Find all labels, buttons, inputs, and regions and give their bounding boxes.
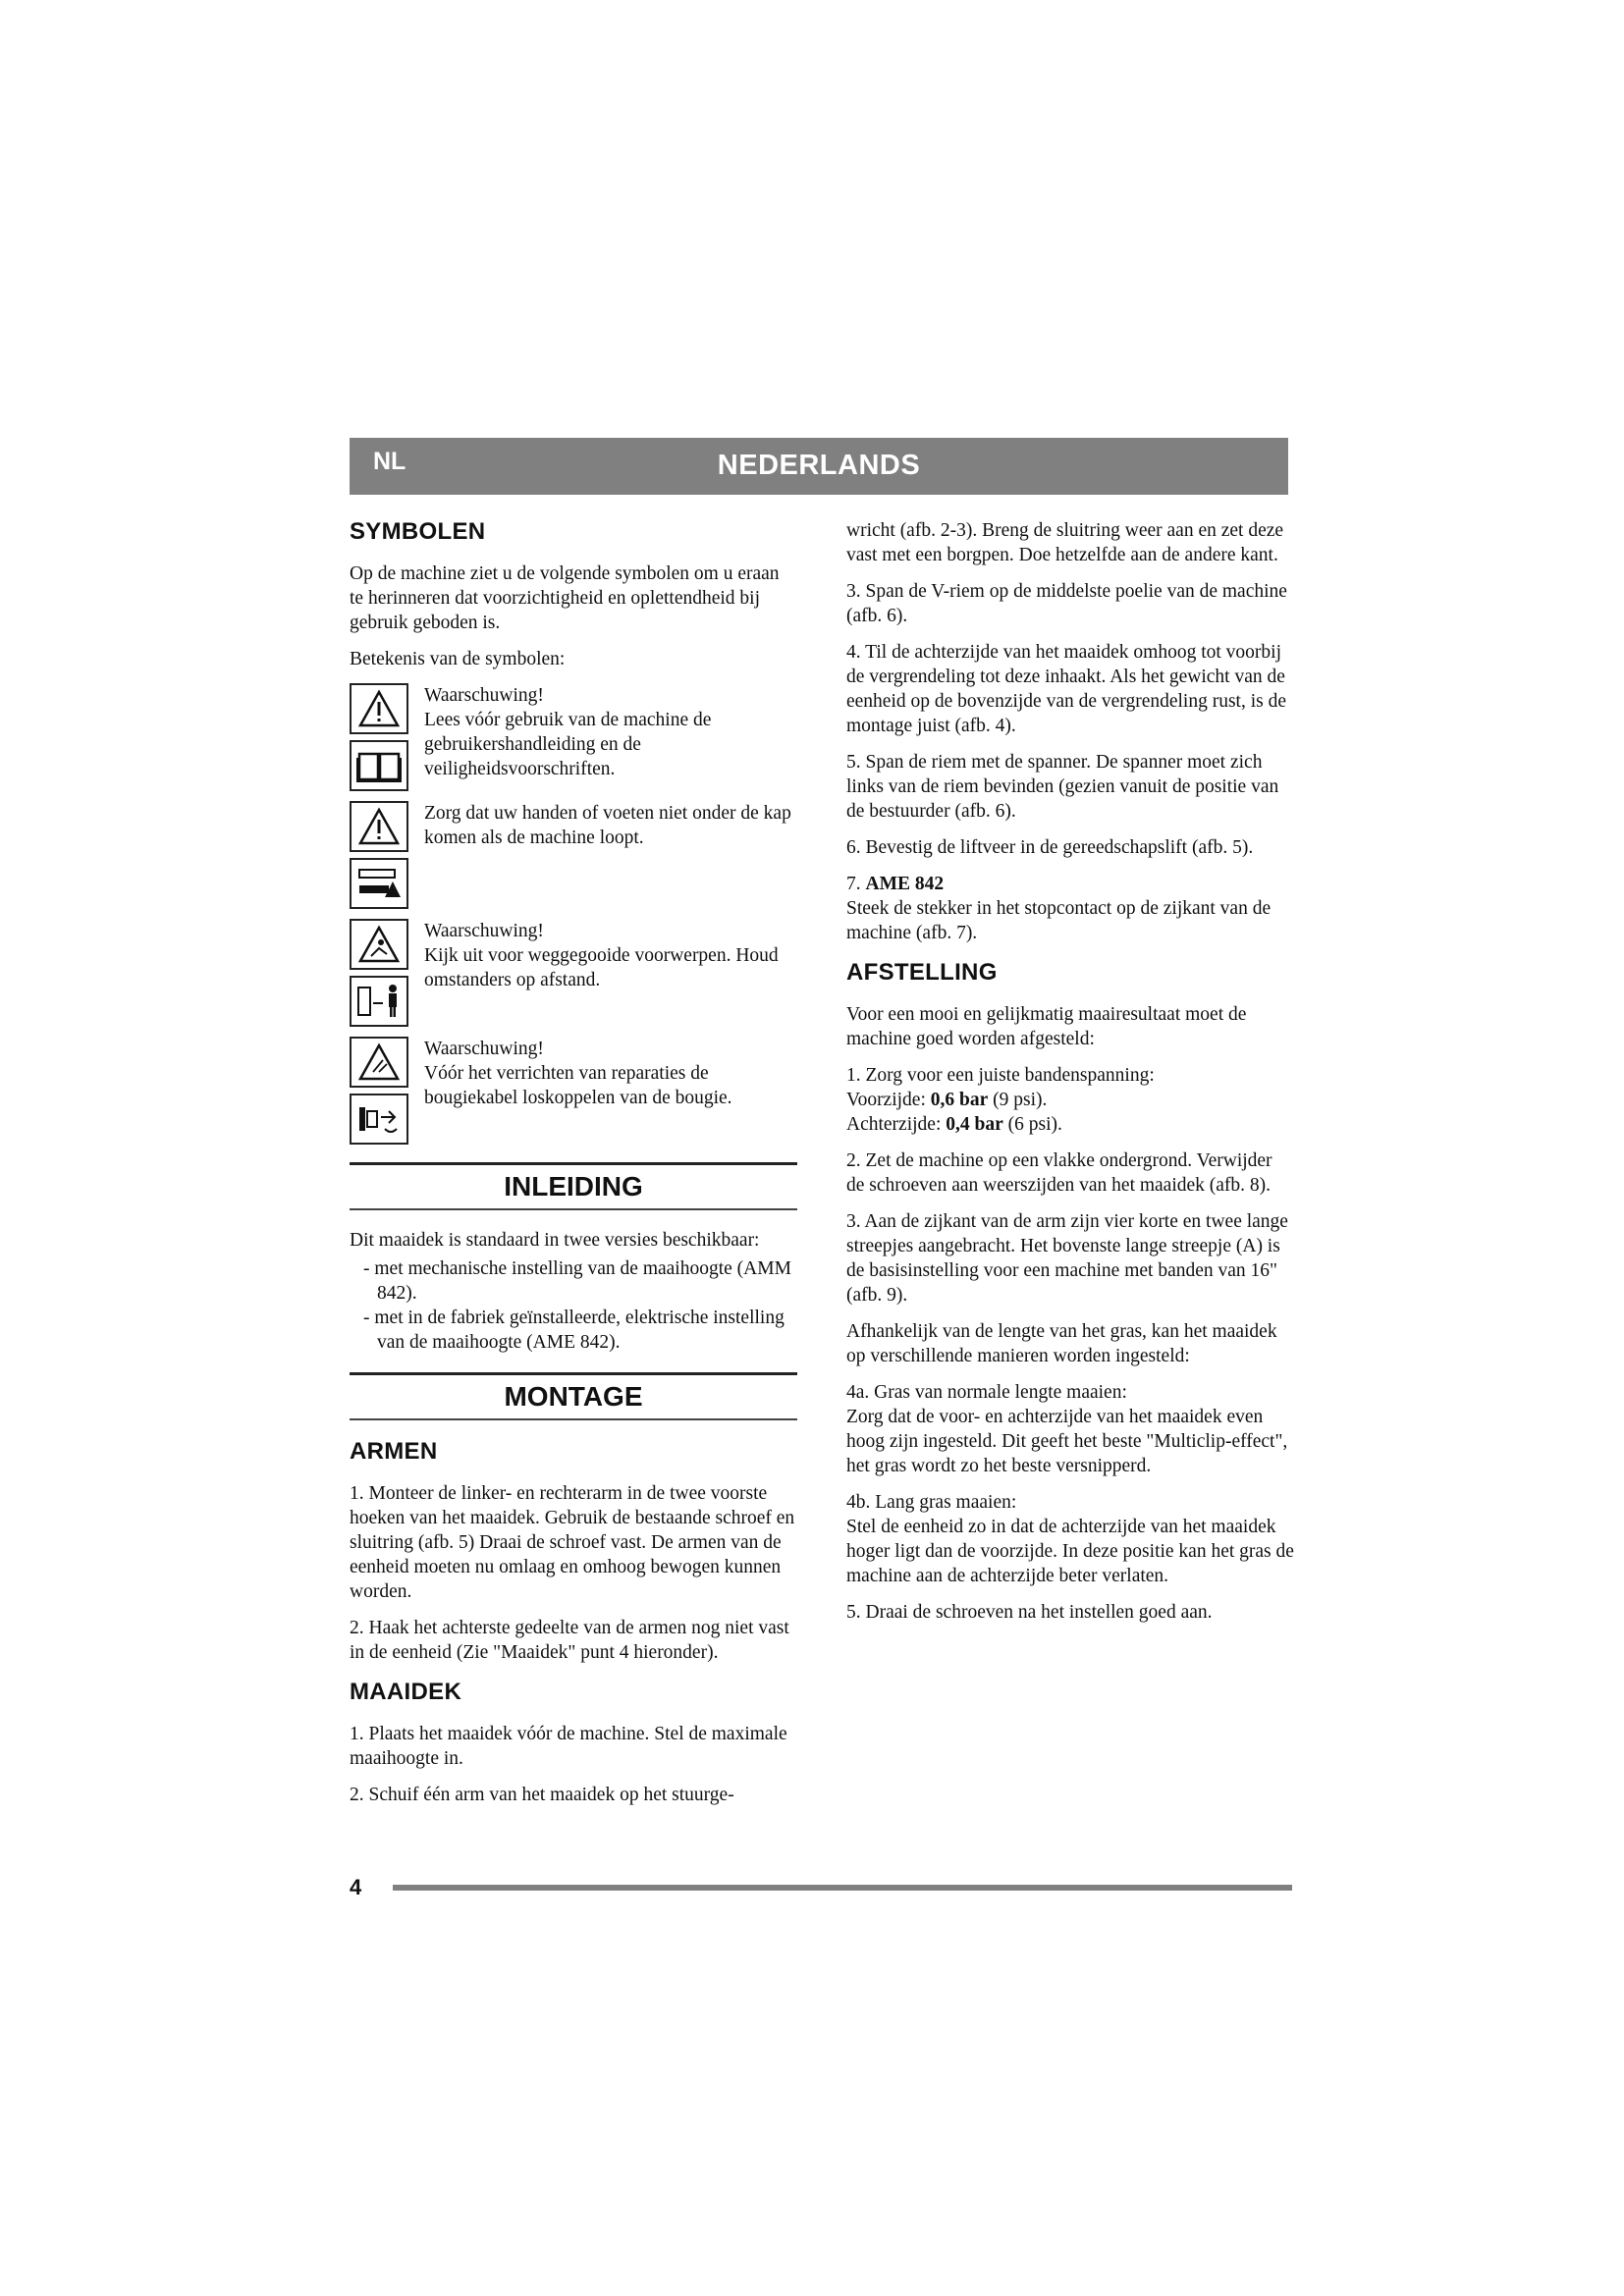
- symbol-text-line: Vóór het verrichten van reparaties de bougiekabel loskoppelen van de bougie.: [424, 1063, 732, 1108]
- rear-psi: (6 psi).: [1002, 1114, 1062, 1135]
- front-pressure: 0,6 bar: [930, 1090, 989, 1110]
- afstelling-step-2: 2. Zet de machine op een vlakke ondergrond. Verwijder de schroeven aan weerszijden van het maaidek (afb. 8).: [846, 1150, 1272, 1196]
- symbol-item: [350, 683, 797, 791]
- inleiding-heading: INLEIDING: [350, 1162, 797, 1210]
- page-title: NEDERLANDS: [717, 450, 921, 481]
- symbol-item: [350, 919, 797, 1027]
- step-title: 4b. Lang gras maaien:: [846, 1492, 1017, 1513]
- language-code: NL: [373, 448, 406, 475]
- symbolen-meaning: Betekenis van de symbolen:: [350, 649, 566, 669]
- step-title: 4a. Gras van normale lengte maaien:: [846, 1382, 1127, 1403]
- afstelling-step-5: 5. Draai de schroeven na het instellen goed aan.: [846, 1602, 1213, 1623]
- step-text: Stel de eenheid zo in dat de achterzijde van het maaidek hoger ligt dan de voorzijde. In deze positie kan het gras de machine aan de achterzijde beter verlaten.: [846, 1517, 1294, 1586]
- maaidek-step-7: [846, 872, 1294, 945]
- afstelling-depend: Afhankelijk van de lengte van het gras, kan het maaidek op verschillende manieren worden ingesteld:: [846, 1321, 1277, 1366]
- symbolen-intro: Op de machine ziet u de volgende symbolen om u eraan te herinneren dat voorzichtigheid en oplettendheid bij gebruik geboden is.: [350, 563, 780, 633]
- list-item: - met in de fabriek geïnstalleerde, elektrische instelling van de maaihoogte (AME 842).: [363, 1308, 785, 1353]
- afstelling-heading: AFSTELLING: [846, 959, 998, 986]
- maaidek-step-1: 1. Plaats het maaidek vóór de machine. Stel de maximale maaihoogte in.: [350, 1724, 787, 1769]
- warning-triangle-icon: [350, 801, 408, 852]
- maaidek-step-2-cont: wricht (afb. 2-3). Breng de sluitring weer aan en zet deze vast met een borgpen. Doe hetzelfde aan de andere kant.: [846, 520, 1284, 565]
- afstelling-step-3: 3. Aan de zijkant van de arm zijn vier korte en twee lange streepjes aangebracht. Het bovenste lange streepje (A) is de basisinstelling voor een machine met banden van 16" (afb. 9).: [846, 1211, 1288, 1306]
- footer-rule: [393, 1885, 1292, 1891]
- symbolen-heading: SYMBOLEN: [350, 518, 486, 545]
- symbol-item: [350, 1037, 797, 1145]
- symbol-text-line: Zorg dat uw handen of voeten niet onder de kap komen als de machine loopt.: [424, 803, 791, 848]
- thrown-objects-icon: [350, 919, 408, 970]
- symbol-text-line: Waarschuwing!: [424, 1039, 544, 1059]
- montage-heading: MONTAGE: [350, 1372, 797, 1420]
- maaidek-step-5: 5. Span de riem met de spanner. De spanner moet zich links van de riem bevinden (gezien vanuit de positie van de bestuurder (afb. 6).: [846, 752, 1279, 822]
- hand-foot-cut-icon: [350, 858, 408, 909]
- inleiding-intro: Dit maaidek is standaard in twee versies beschikbaar:: [350, 1230, 760, 1251]
- symbol-text-line: Waarschuwing!: [424, 921, 544, 941]
- spark-plug-icon: [350, 1094, 408, 1145]
- language-banner: [350, 438, 1288, 495]
- maaidek-step-3: 3. Span de V-riem op de middelste poelie van de machine (afb. 6).: [846, 581, 1287, 626]
- list-item: - met mechanische instelling van de maaihoogte (AMM 842).: [363, 1258, 791, 1304]
- symbol-item: [350, 801, 797, 909]
- step-text: 1. Zorg voor een juiste bandenspanning:: [846, 1065, 1155, 1086]
- maaidek-step-2: 2. Schuif één arm van het maaidek op het stuurge-: [350, 1785, 734, 1805]
- symbol-text-line: Waarschuwing!: [424, 685, 544, 706]
- armen-step-1: 1. Monteer de linker- en rechterarm in de twee voorste hoeken van het maaidek. Gebruik de bestaande schroef en sluitring (afb. 5) Draai de schroef vast. De armen van de eenheid moeten nu omlaag en omhoog bewogen kunnen worden.: [350, 1483, 795, 1602]
- left-column: [350, 518, 797, 1819]
- symbol-text-line: Kijk uit voor weggegooide voorwerpen. Houd omstanders op afstand.: [424, 945, 779, 990]
- afstelling-intro: Voor een mooi en gelijkmatig maairesultaat moet de machine goed worden afgesteld:: [846, 1004, 1247, 1049]
- page-number: 4: [350, 1875, 362, 1899]
- maaidek-step-4: 4. Til de achterzijde van het maaidek omhoog tot voorbij de vergrendeling tot deze inhaakt. Als het gewicht van de eenheid op de bovenzijde van de vergrendeling rust, is de montage juist (afb. 4).: [846, 642, 1286, 736]
- maaidek-step-6: 6. Bevestig de liftveer in de gereedschapslift (afb. 5).: [846, 837, 1254, 858]
- bystander-distance-icon: [350, 976, 408, 1027]
- armen-heading: ARMEN: [350, 1438, 438, 1465]
- step-text: Steek de stekker in het stopcontact op de zijkant van de machine (afb. 7).: [846, 898, 1272, 943]
- step-text: Zorg dat de voor- en achterzijde van het maaidek even hoog zijn ingesteld. Dit geeft het beste "Multiclip-effect", het gras wordt zo het beste versnipperd.: [846, 1407, 1288, 1476]
- front-label: Voorzijde:: [846, 1090, 931, 1110]
- model-name: AME 842: [865, 874, 945, 894]
- afstelling-step-4b: [846, 1490, 1294, 1588]
- afstelling-step-4a: [846, 1380, 1294, 1478]
- warning-triangle-icon: [350, 683, 408, 734]
- afstelling-step-1: [846, 1063, 1294, 1137]
- manual-book-icon: [350, 740, 408, 791]
- armen-step-2: 2. Haak het achterste gedeelte van de armen nog niet vast in de eenheid (Zie "Maaidek" punt 4 hieronder).: [350, 1618, 789, 1663]
- symbol-text-line: Lees vóór gebruik van de machine de gebruikershandleiding en de veiligheidsvoorschriften.: [424, 710, 712, 779]
- warning-spark-icon: [350, 1037, 408, 1088]
- right-column: [846, 518, 1294, 1636]
- rear-pressure: 0,4 bar: [946, 1114, 1003, 1135]
- front-psi: (9 psi).: [988, 1090, 1048, 1110]
- version-list: [350, 1256, 797, 1355]
- step-number: 7.: [846, 874, 866, 894]
- maaidek-heading: MAAIDEK: [350, 1679, 462, 1705]
- rear-label: Achterzijde:: [846, 1114, 947, 1135]
